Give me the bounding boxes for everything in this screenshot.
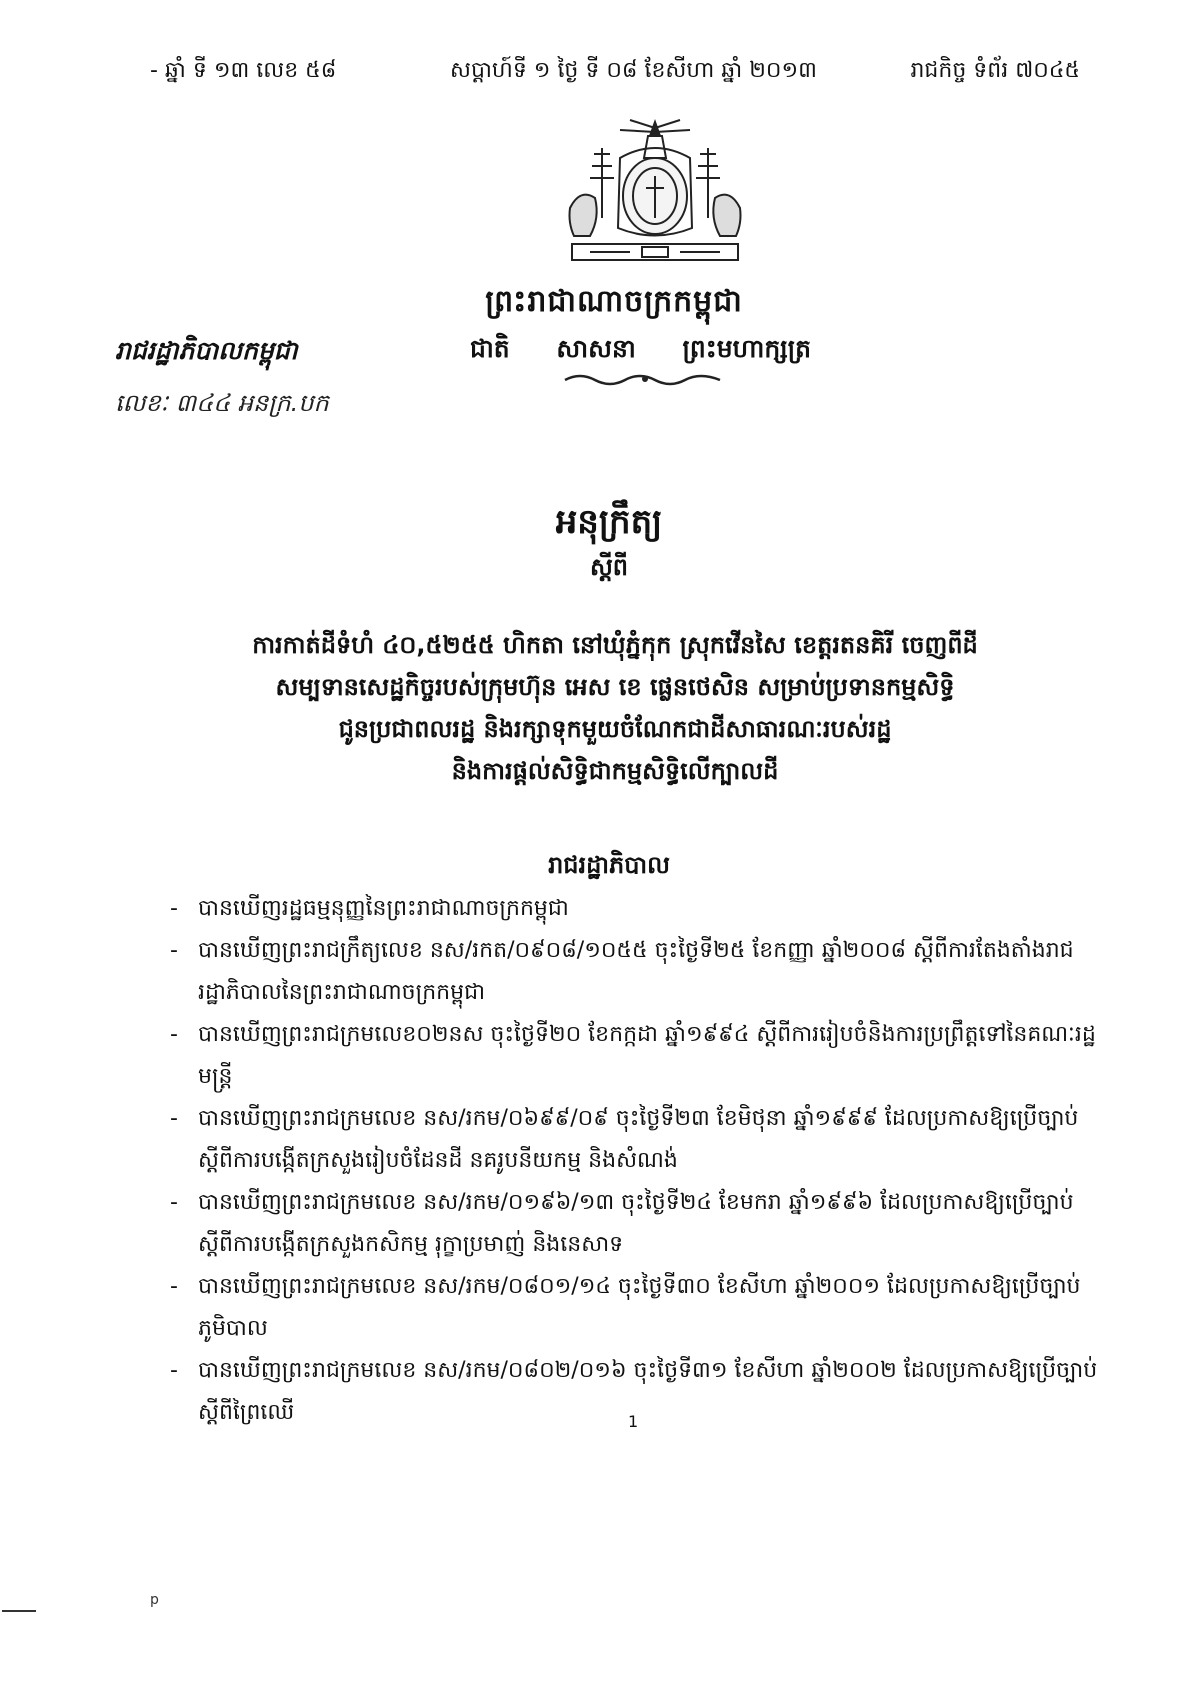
reference-item: - បានឃើញព្រះរាជក្រមលេខ នស/រកម/០១៩៦/១៣ ចុះថ្ងៃទី២៤ ខែមករា ឆ្នាំ១៩៩៦ ដែលប្រកាសឱ្យប្រើច្បាប់ ស្តីពីការបង្កើតក្រសួងកសិកម្ម រុក្ខាប្រមាញ់ និងនេសាទ <box>170 1190 1074 1257</box>
title-line: សម្បទានសេដ្ឋកិច្ចរបស់ក្រុមហ៊ុន អេស ខេ ផ្លេនថេសិន សម្រាប់ប្រទានកម្មសិទ្ធិ <box>275 673 955 701</box>
reference-item: - បានឃើញព្រះរាជក្រមលេខ នស/រកម/០៦៩៩/០៩ ចុះថ្ងៃទី២៣ ខែមិថុនា ឆ្នាំ១៩៩៩ ដែលប្រកាសឱ្យប្រើច្បាប់ស្តីពីការបង្កើតក្រសួងរៀបចំដែនដី នគរូបនីយកម្ម និងសំណង់ <box>170 1106 1079 1173</box>
reference-text: បានឃើញរដ្ឋធម្មនុញ្ញនៃព្រះរាជាណាចក្រកម្ពុជា <box>198 896 569 921</box>
reference-text: បានឃើញព្រះរាជក្រមលេខ នស/រកម/០៨០២/០១៦ ចុះថ្ងៃទី៣១ ខែសីហា ឆ្នាំ២០០២ ដែលប្រកាសឱ្យប្រើច្បាប់ស្តីពីព្រៃឈើ <box>198 1358 1098 1425</box>
document-type: អនុក្រឹត្យ <box>555 502 663 542</box>
title-line: និងការផ្តល់សិទ្ធិជាកម្មសិទ្ធិលើក្បាលដី <box>451 757 779 785</box>
reference-text: បានឃើញព្រះរាជក្រមលេខ០២នស ចុះថ្ងៃទី២០ ខែកក្កដា ឆ្នាំ១៩៩៤ ស្តីពីការរៀបចំនិងការប្រព្រឹត្តទៅនៃគណៈរដ្ឋមន្ត្រី <box>198 1022 1096 1089</box>
ornament-divider-icon <box>560 372 730 386</box>
reference-item: - បានឃើញរដ្ឋធម្មនុញ្ញនៃព្រះរាជាណាចក្រកម្ពុជា <box>170 896 569 921</box>
national-motto <box>470 334 849 370</box>
document-number: លេខៈ ៣៤៤ អនក្រ.បក <box>115 389 329 417</box>
document-about: ស្តីពី <box>589 553 629 581</box>
gazette-header <box>150 56 1080 96</box>
gazette-date: សប្តាហ៍ទី ១ ថ្ងៃ ទី ០៨ ខែសីហា ឆ្នាំ ២០១៣ <box>450 58 817 83</box>
reference-item: - បានឃើញព្រះរាជក្រមលេខ នស/រកម/០៨០២/០១៦ ចុះថ្ងៃទី៣១ ខែសីហា ឆ្នាំ២០០២ ដែលប្រកាសឱ្យប្រើច្បាប់ស្តីពីព្រៃឈើ <box>170 1358 1098 1425</box>
legal-references <box>170 888 1100 1434</box>
reference-text: បានឃើញព្រះរាជក្រមលេខ នស/រកម/០៦៩៩/០៩ ចុះថ្ងៃទី២៣ ខែមិថុនា ឆ្នាំ១៩៩៩ ដែលប្រកាសឱ្យប្រើច្បាប់ស្តីពីការបង្កើតក្រសួងរៀបចំដែនដី នគរូបនីយកម្ម និងសំណង់ <box>198 1106 1079 1173</box>
page-number: 1 <box>628 1412 639 1431</box>
document-title <box>150 624 1080 792</box>
royal-coat-of-arms-icon <box>560 118 750 268</box>
reference-text: បានឃើញព្រះរាជក្រមលេខ នស/រកម/០១៩៦/១៣ ចុះថ្ងៃទី២៤ ខែមករា ឆ្នាំ១៩៩៦ ដែលប្រកាសឱ្យប្រើច្បាប់ ស្តីពីការបង្កើតក្រសួងកសិកម្ម រុក្ខាប្រមាញ់ និងនេសាទ <box>198 1190 1074 1257</box>
reference-item: - បានឃើញព្រះរាជក្រមលេខ០២នស ចុះថ្ងៃទី២០ ខែកក្កដា ឆ្នាំ១៩៩៤ ស្តីពីការរៀបចំនិងការប្រព្រឹត្តទៅនៃគណៈរដ្ឋមន្ត្រី <box>170 1022 1096 1089</box>
title-line: ការកាត់ដីទំហំ ៤០,៥២៥៥ ហិកតា នៅឃុំភ្នំកុក ស្រុកវើនសៃ ខេត្តរតនគិរី ចេញពីដី <box>252 631 978 659</box>
reference-item: - បានឃើញព្រះរាជក្រឹត្យលេខ នស/រកត/០៩០៨/១០៥៥ ចុះថ្ងៃទី២៥ ខែកញ្ញា ឆ្នាំ២០០៨ ស្តីពីការតែងតាំងរាជរដ្ឋាភិបាលនៃព្រះរាជាណាចក្រកម្ពុជា <box>170 938 1074 1005</box>
footer-mark: p <box>150 1592 159 1608</box>
title-line: ជូនប្រជាពលរដ្ឋ និងរក្សាទុកមួយចំណែកជាដីសាធារណៈរបស់រដ្ឋ <box>338 715 892 743</box>
scan-edge-mark <box>2 1610 36 1612</box>
kingdom-name: ព្រះរាជាណាចក្រកម្ពុជា <box>485 284 743 319</box>
motto-nation: ជាតិ <box>470 334 510 363</box>
motto-religion: សាសនា <box>556 334 636 363</box>
reference-item: - បានឃើញព្រះរាជក្រមលេខ នស/រកម/០៨០១/១៤ ចុះថ្ងៃទី៣០ ខែសីហា ឆ្នាំ២០០១ ដែលប្រកាសឱ្យប្រើច្បាប់ភូមិបាល <box>170 1274 1081 1341</box>
gazette-page: រាជកិច្ច ទំព័រ ៧០៤៥ <box>910 58 1080 83</box>
reference-text: បានឃើញព្រះរាជក្រឹត្យលេខ នស/រកត/០៩០៨/១០៥៥ ចុះថ្ងៃទី២៥ ខែកញ្ញា ឆ្នាំ២០០៨ ស្តីពីការតែងតាំងរាជរដ្ឋាភិបាលនៃព្រះរាជាណាចក្រកម្ពុជា <box>198 938 1074 1005</box>
motto-king: ព្រះមហាក្សត្រ <box>682 334 812 363</box>
gazette-issue: - ឆ្នាំ ទី ១៣ លេខ ៥៨ <box>150 58 337 83</box>
reference-text: បានឃើញព្រះរាជក្រមលេខ នស/រកម/០៨០១/១៤ ចុះថ្ងៃទី៣០ ខែសីហា ឆ្នាំ២០០១ ដែលប្រកាសឱ្យប្រើច្បាប់ភូមិបាល <box>198 1274 1081 1341</box>
issuing-government: រាជរដ្ឋាភិបាលកម្ពុជា <box>115 336 298 365</box>
issuing-authority: រាជរដ្ឋាភិបាល <box>548 851 670 879</box>
